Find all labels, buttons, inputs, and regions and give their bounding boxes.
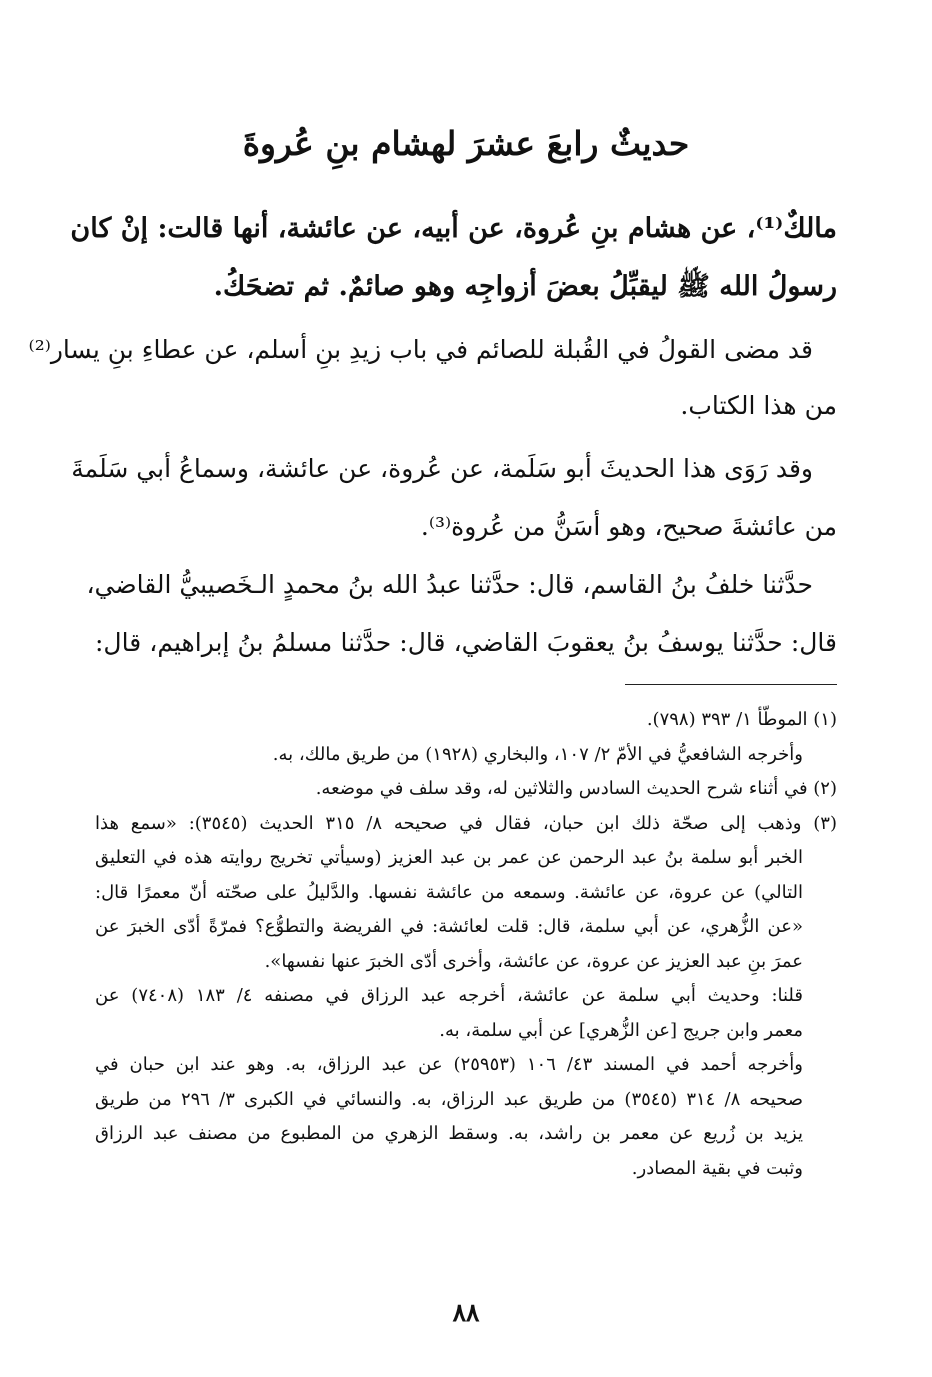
footnote-3-line: صحيحه ٨/ ٣١٤ (٣٥٤٥) من طريق عبد الرزاق، به. والنسائي في الكبرى ٣/ ٢٩٦ من طريق <box>95 1088 803 1110</box>
commentary-paragraph <box>71 440 837 556</box>
paragraph-line: من عائشةَ صحيح، وهو أسَنُّ من عُروة⁽³⁾. <box>420 512 837 541</box>
footnote-1-continuation: وأخرجه الشافعيُّ في الأمّ ٢/ ١٠٧، والبخاري (١٩٢٨) من طريق مالك، به. <box>272 743 803 765</box>
chapter-title: حديثٌ رابعَ عشرَ لهشام بنِ عُروةَ <box>242 124 690 163</box>
paragraph-line: حدَّثنا خلفُ بنُ القاسم، قال: حدَّثنا عبدُ الله بنُ محمدٍ الـخَصيبيُّ القاضي، <box>86 570 813 599</box>
footnote-3-line: معمر وابن جريج [عن الزُّهري] عن أبي سلمة، به. <box>439 1019 803 1041</box>
footnote-3-line: يزيد بن زُريع عن معمر بن راشد، به. وسقط الزهري من المطبوع من مصنف عبد الرزاق <box>95 1123 803 1144</box>
isnad-paragraph <box>86 556 837 672</box>
footnote-3-line: وأخرجه أحمد في المسند ٤٣/ ١٠٦ (٢٥٩٥٣) عن عبد الرزاق، به. وهو عند ابن حبان في <box>95 1054 803 1075</box>
footnote-separator <box>625 684 837 685</box>
page-number: ٨٨ <box>452 1298 480 1327</box>
footnote-2: (٢) في أثناء شرح الحديث السادس والثلاثين له، وقد سلف في موضعه. <box>315 778 837 799</box>
footnote-3-line: «عن الزُّهري، عن أبي سلمة، قال: قلت لعائشة: في الفريضة والتطوُّع؟ فمرّةً أدّى الخبرَ عن <box>95 916 803 937</box>
paragraph-line: قد مضى القولُ في القُبلة للصائم في باب زيدِ بنِ أسلم، عن عطاءِ بنِ يسار⁽²⁾ <box>28 335 813 364</box>
hadith-line: مالكٌ⁽¹⁾، عن هشام بنِ عُروة، عن أبيه، عن عائشة، أنها قالت: إنْ كان <box>70 213 837 244</box>
commentary-paragraph <box>28 322 837 434</box>
footnotes <box>95 703 837 1186</box>
paragraph-line: وقد رَوَى هذا الحديثَ أبو سَلَمة، عن عُروة، عن عائشة، وسماعُ أبي سَلَمةَ <box>71 454 813 483</box>
footnote-3-line: قلنا: وحديث أبي سلمة عن عائشة، أخرجه عبد الرزاق في مصنفه ٤/ ١٨٣ (٧٤٠٨) عن <box>95 985 803 1006</box>
book-page <box>28 0 837 1377</box>
footnote-3-line: التالي) عن عروة، عن عائشة. وسمعه من عائشة نفسها. والدَّليلُ على صحّته أنّ معمرًا قال: <box>95 881 803 903</box>
hadith-line: رسولُ الله ﷺ ليقبِّلُ بعضَ أزواجِه وهو صائمٌ. ثم تضحَكُ. <box>213 271 837 302</box>
footnote-3-line: (٣) وذهب إلى صحّة ذلك ابن حبان، فقال في صحيحه ٨/ ٣١٥ الحديث (٣٥٤٥): «سمع هذا <box>95 812 837 834</box>
paragraph-line: قال: حدَّثنا يوسفُ بنُ يعقوبَ القاضي، قال: حدَّثنا مسلمُ بنُ إبراهيم، قال: <box>95 628 837 657</box>
paragraph-line: من هذا الكتاب. <box>680 391 837 420</box>
footnote-3-line: الخبر أبو سلمة بنُ عبد الرحمن عن عمر بن عبد العزيز (وسيأتي تخريج روايته هذه في التعليق <box>95 847 803 868</box>
hadith-text <box>70 200 837 316</box>
footnote-1: (١) الموطّأ ١/ ٣٩٣ (٧٩٨). <box>646 709 837 730</box>
footnote-3-line: وثبت في بقية المصادر. <box>631 1157 803 1179</box>
footnote-3-line: عمرَ بنِ عبد العزيز عن عروة، عن عائشة، وأخرى أدّى الخبرَ عنها نفسها». <box>264 950 803 972</box>
